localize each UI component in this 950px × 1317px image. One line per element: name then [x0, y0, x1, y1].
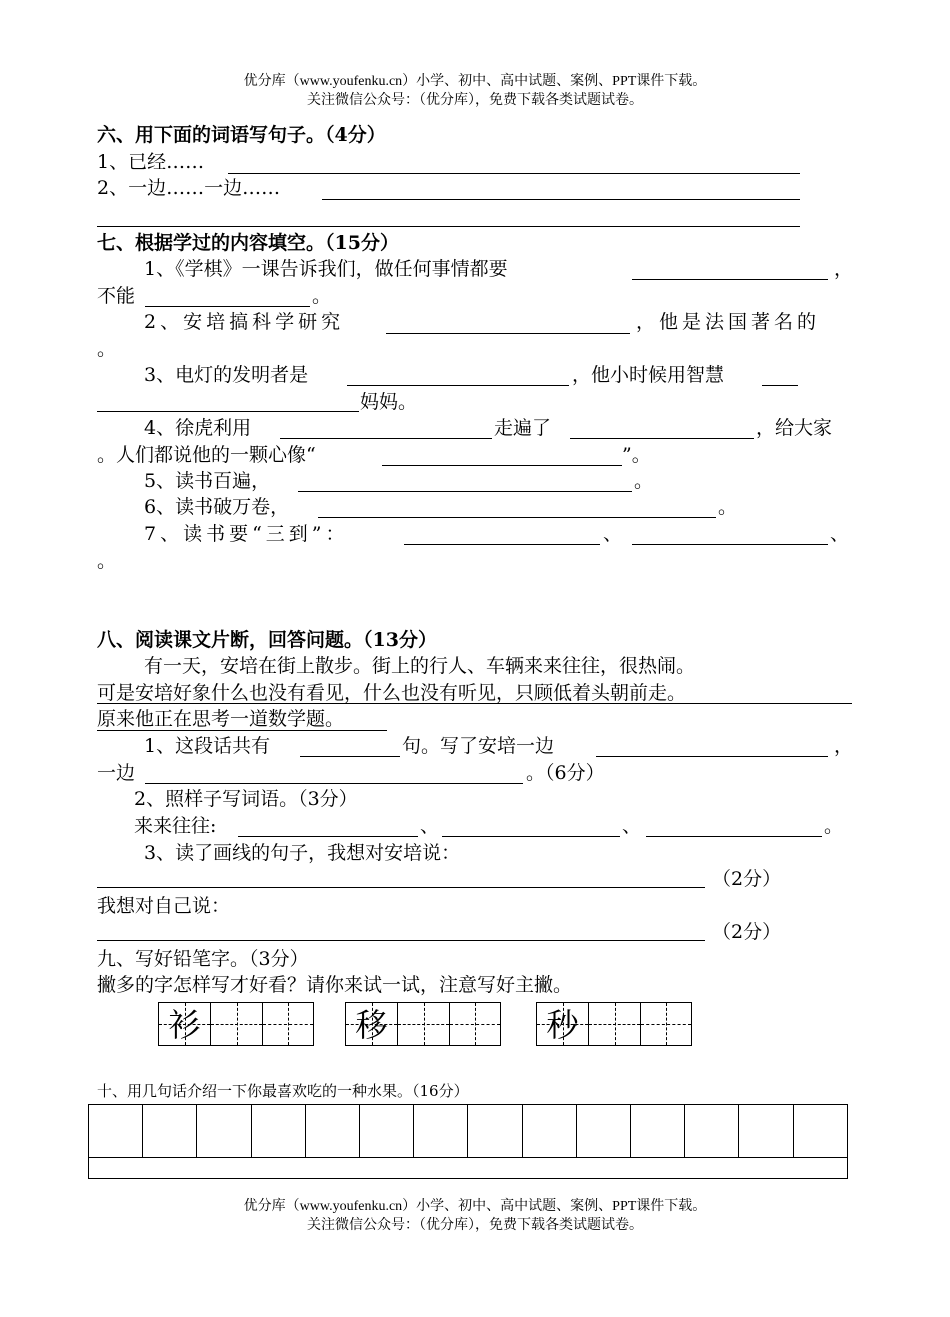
s7-q1-text: 1、《学棋》一课告诉我们，做任何事情都要	[144, 258, 508, 280]
s7-q4-blank-3[interactable]	[382, 465, 622, 466]
s7-q3-blank-2a[interactable]	[762, 385, 798, 386]
writing-grid-2	[345, 1002, 501, 1046]
grid-cell[interactable]	[197, 1105, 251, 1158]
s8-q2-blank-3[interactable]	[646, 836, 822, 837]
s8-q1-comma: ，	[834, 735, 854, 757]
section-9-title: 九、写好铅笔字。（3分）	[97, 948, 309, 970]
header-line-1: 优分库（www.youfenku.cn）小学、初中、高中试题、案例、PPT课件下载。	[243, 74, 707, 89]
s8-q2-example: 来来往往:	[134, 815, 217, 837]
grid-cell[interactable]	[89, 1105, 143, 1158]
footer-line-2: 关注微信公众号：（优分库），免费下载各类试题试卷。	[307, 1218, 643, 1233]
writing-grid-3	[536, 1002, 692, 1046]
s8-q2-blank-2[interactable]	[442, 836, 620, 837]
grid-cell[interactable]	[685, 1105, 739, 1158]
composition-grid	[88, 1104, 848, 1179]
grid-cell[interactable]	[631, 1105, 685, 1158]
writing-cell[interactable]	[210, 1002, 262, 1046]
writing-cell[interactable]	[640, 1002, 692, 1046]
model-character: 秒	[546, 1006, 579, 1044]
s8-underline-2	[97, 730, 387, 731]
s8-q3b-points: （2分）	[712, 921, 782, 943]
s7-q4-blank-1[interactable]	[280, 438, 492, 439]
s8-q3-answer-line[interactable]	[97, 887, 705, 888]
s6-q2-line-2[interactable]	[97, 226, 800, 227]
s6-q2-line[interactable]	[322, 199, 800, 200]
grid-cell[interactable]	[360, 1105, 414, 1158]
s6-q2-label: 2、一边……一边……	[97, 177, 281, 199]
s8-passage-line-2: 可是安培好象什么也没有看见，什么也没有听见，只顾低着头朝前走。	[97, 682, 687, 704]
s7-q5-blank[interactable]	[298, 491, 632, 492]
model-character: 移	[355, 1006, 388, 1044]
header-line-2: 关注微信公众号：（优分库），免费下载各类试题试卷。	[307, 93, 643, 108]
s8-q2-title: 2、照样子写词语。（3分）	[134, 788, 358, 810]
s7-q3-blank-2b[interactable]	[97, 411, 359, 412]
grid-cell[interactable]	[414, 1105, 468, 1158]
s8-q1-text-2: 句。写了安培一边	[402, 735, 555, 757]
s7-q6-text: 6、读书破万卷，	[144, 496, 290, 518]
s8-q1-blank-3[interactable]	[145, 783, 523, 784]
s7-q7-blank-2[interactable]	[632, 544, 828, 545]
s7-q4-text-4: 。人们都说他的一颗心像“	[97, 444, 316, 466]
s7-q1-comma: ，	[834, 258, 854, 280]
s6-q1-label: 1、已经……	[97, 151, 205, 173]
s8-q2-blank-1[interactable]	[238, 836, 418, 837]
s7-q4-text-2: 走遍了	[494, 417, 552, 439]
grid-cell[interactable]	[793, 1105, 847, 1158]
s7-q7-blank-1[interactable]	[404, 544, 600, 545]
s7-q5-end: 。	[634, 470, 654, 492]
s9-description: 撇多的字怎样写才好看？请你来试一试，注意写好主撇。	[97, 974, 573, 996]
section-8-title: 八、阅读课文片断，回答问题。（13分）	[97, 629, 437, 651]
grid-cell[interactable]	[576, 1105, 630, 1158]
s8-q3b-prompt: 我想对自己说：	[97, 895, 231, 917]
s7-q2-blank[interactable]	[386, 333, 630, 334]
writing-cell[interactable]	[588, 1002, 640, 1046]
footer-line-1: 优分库（www.youfenku.cn）小学、初中、高中试题、案例、PPT课件下载。	[243, 1199, 707, 1214]
s7-q2-text: 2、安培搞科学研究	[144, 311, 345, 333]
s7-q4-blank-2[interactable]	[570, 438, 754, 439]
writing-cell[interactable]	[397, 1002, 449, 1046]
s7-q4-end: ”。	[622, 444, 651, 466]
s7-q2-text-2: ，他是法国著名的	[636, 311, 821, 333]
s7-q3-text-2: ，他小时候用智慧	[572, 364, 725, 386]
s7-q1-end: 。	[312, 285, 332, 307]
writing-cell[interactable]	[536, 1002, 588, 1046]
grid-cell[interactable]	[251, 1105, 305, 1158]
grid-cell[interactable]	[305, 1105, 359, 1158]
s7-q4-text-3: ，给大家	[756, 417, 833, 439]
s8-passage-line-3: 原来他正在思考一道数学题。	[97, 708, 345, 730]
s8-underline-1	[97, 703, 852, 704]
s8-q3b-answer-line[interactable]	[97, 940, 705, 941]
s7-q4-text: 4、徐虎利用	[144, 417, 252, 439]
s7-q7-sep-2: 、	[830, 523, 850, 545]
grid-cell[interactable]	[739, 1105, 793, 1158]
s8-passage-line-1: 有一天，安培在街上散步。街上的行人、车辆来来往往，很热闹。	[144, 655, 696, 677]
s7-q7-sep-1: 、	[603, 523, 623, 545]
s8-q1-points: 。（6分）	[526, 762, 605, 784]
s7-q5-text: 5、读书百遍，	[144, 470, 271, 492]
s8-q1-text: 1、这段话共有	[144, 735, 271, 757]
writing-cell[interactable]	[262, 1002, 314, 1046]
s7-q3-text: 3、电灯的发明者是	[144, 364, 309, 386]
section-6-title: 六、用下面的词语写句子。（4分）	[97, 124, 386, 146]
s6-q1-line[interactable]	[228, 173, 800, 174]
grid-cell[interactable]	[143, 1105, 197, 1158]
grid-cell[interactable]	[522, 1105, 576, 1158]
s8-q2-sep-1: 、	[420, 815, 440, 837]
s7-q7-text: 7、读书要“三到”：	[144, 523, 349, 545]
model-character: 衫	[168, 1006, 201, 1044]
writing-cell[interactable]	[449, 1002, 501, 1046]
s7-q6-end: 。	[718, 496, 738, 518]
s7-q7-end: 。	[97, 550, 117, 572]
s7-q3-blank-1[interactable]	[347, 385, 569, 386]
s8-q3-points: （2分）	[712, 868, 782, 890]
writing-cell[interactable]	[158, 1002, 210, 1046]
section-7-title: 七、根据学过的内容填空。（15分）	[97, 232, 399, 254]
writing-grid-1	[158, 1002, 314, 1046]
s8-q3-prompt: 3、读了画线的句子，我想对安培说：	[144, 842, 461, 864]
s7-q6-blank[interactable]	[318, 517, 716, 518]
s8-q1-blank-2[interactable]	[596, 756, 828, 757]
s8-q2-sep-2: 、	[622, 815, 642, 837]
section-10-title: 十、用几句话介绍一下你最喜欢吃的一种水果。（16分）	[97, 1082, 469, 1100]
grid-cell[interactable]	[468, 1105, 522, 1158]
s8-q1-text-3: 一边	[97, 762, 136, 784]
writing-cell[interactable]	[345, 1002, 397, 1046]
s7-q2-end: 。	[97, 338, 117, 360]
s7-q3-end: 妈妈。	[360, 391, 418, 413]
s7-q1-blank-2[interactable]	[145, 306, 310, 307]
s8-q2-end: 。	[824, 815, 844, 837]
s7-q1-blank-1[interactable]	[632, 279, 828, 280]
s7-q1-text-2: 不能	[97, 285, 136, 307]
s8-q1-blank-1[interactable]	[300, 756, 400, 757]
grid-spacer-row	[89, 1158, 848, 1179]
